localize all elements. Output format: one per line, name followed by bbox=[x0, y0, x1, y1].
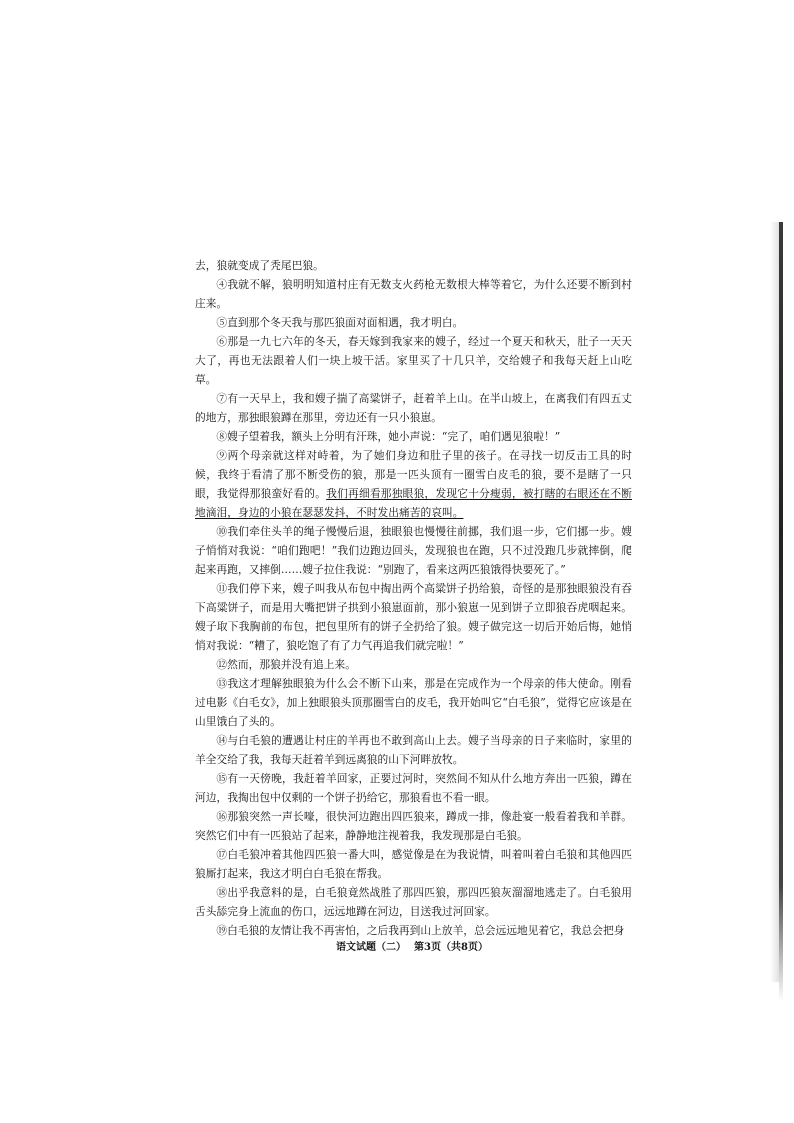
paragraph-text: ⑯那狼突然一声长嚎，很快河边跑出四匹狼来，蹲成一排，像赴宴一般看着我和羊群。突然它们中有一匹狼站了起来，静静地注视着我，我发现那是白毛狼。 bbox=[195, 810, 632, 842]
paragraph-text: ⑬我这才理解独眼狼为什么会不断下山来，那是在完成作为一个母亲的伟大使命。刚看过电影《白毛女》，加上独眼狼头顶那圈雪白的皮毛，我开始叫它“白毛狼”，觉得它应该是在山里饿白了头的。 bbox=[195, 677, 632, 728]
paragraph-text: ⑲白毛狼的友情让我不再害怕，之后我再到山上放羊，总会远远地见着它，我总会把身 bbox=[216, 924, 625, 937]
paragraph-16 bbox=[195, 807, 632, 845]
paragraph-text: ⑧嫂子望着我，额头上分明有汗珠，她小声说：“完了，咱们遇见狼啦！” bbox=[216, 430, 561, 443]
paragraph-10 bbox=[195, 522, 632, 579]
scan-shadow bbox=[770, 222, 779, 982]
paragraph-14 bbox=[195, 731, 632, 769]
paragraph-text: ⑪我们停下来，嫂子叫我从布包中掏出两个高粱饼子扔给狼，奇怪的是那独眼狼没有吞下高粱饼子，而是用大嘴把饼子拱到小狼崽面前，那小狼崽一见到饼子立即狼吞虎咽起来。嫂子取下我胸前的布包，把包里所有的饼子全扔给了狼。嫂子做完这一切后开始后悔，她悄悄对我说：“糟了，狼吃饱了有了力气再追我们就完啦！” bbox=[195, 582, 632, 652]
paragraph-text: ⑦有一天早上，我和嫂子揣了高粱饼子，赶着羊上山。在半山坡上，在离我们有四五丈的地方，那独眼狼蹲在那里，旁边还有一只小狼崽。 bbox=[195, 392, 632, 424]
paragraph-4 bbox=[195, 275, 632, 313]
paragraph-text: ⑥那是一九七六年的冬天，春天嫁到我家来的嫂子，经过一个夏天和秋天，肚子一天天大了，再也无法跟着人们一块上坡干活。家里买了十几只羊，交给嫂子和我每天赶上山吃草。 bbox=[195, 335, 632, 386]
paragraph-15 bbox=[195, 769, 632, 807]
paragraph-text: ⑮有一天傍晚，我赶着羊回家，正要过河时，突然间不知从什么地方奔出一匹狼，蹲在河边，我掏出包中仅剩的一个饼子扔给它，那狼看也不看一眼。 bbox=[195, 772, 632, 804]
paragraph-9 bbox=[195, 446, 632, 522]
paragraph-text: ④我就不解，狼明明知道村庄有无数支火药枪无数根大棒等着它，为什么还要不断到村庄来。 bbox=[195, 278, 632, 310]
paragraph-8 bbox=[195, 427, 632, 446]
paragraph-12 bbox=[195, 655, 632, 674]
paragraph-5 bbox=[195, 313, 632, 332]
carryover-line: 去，狼就变成了秃尾巴狼。 bbox=[195, 259, 324, 272]
paragraph-text: ⑰白毛狼冲着其他四匹狼一番大叫，感觉像是在为我说情，叫着叫着白毛狼和其他四匹狼厮打起来，我这才明白白毛狼在帮我。 bbox=[195, 848, 632, 880]
paragraph-11 bbox=[195, 579, 632, 655]
paragraph-18 bbox=[195, 883, 632, 921]
paragraph-text: ⑭与白毛狼的遭遇让村庄的羊再也不敢到高山上去。嫂子当母亲的日子来临时，家里的羊全交给了我，我每天赶着羊到远离狼的山下河畔放牧。 bbox=[195, 734, 632, 766]
paragraph-text: ⑩我们牵住头羊的绳子慢慢后退，独眼狼也慢慢往前挪，我们退一步，它们挪一步。嫂子悄悄对我说：“咱们跑吧！”我们边跑边回头，发现狼也在跑，只不过没跑几步就摔倒，爬起来再跑，又摔倒……嫂子拉住我说：“别跑了，看来这两匹狼饿得快要死了。” bbox=[195, 525, 632, 576]
paragraph-6 bbox=[195, 332, 632, 389]
scan-edge bbox=[779, 222, 783, 1002]
paragraph-13 bbox=[195, 674, 632, 731]
paragraph-text: ⑤直到那个冬天我与那匹狼面对面相遇，我才明白。 bbox=[216, 316, 464, 329]
reading-passage bbox=[195, 256, 632, 940]
page-footer bbox=[312, 940, 512, 956]
paragraph-text: ⑱出乎我意料的是，白毛狼竟然战胜了那四匹狼，那四匹狼灰溜溜地逃走了。白毛狼用舌头舔完身上流血的伤口，远远地蹲在河边，目送我过河回家。 bbox=[195, 886, 632, 918]
paragraph-7 bbox=[195, 389, 632, 427]
exam-subject: 语文试题（二） bbox=[336, 942, 407, 953]
page-number: 第3页（共8页） bbox=[414, 942, 488, 953]
paragraph-17 bbox=[195, 845, 632, 883]
paragraph-text: ⑨两个母亲就这样对峙着，为了她们身边和肚子里的孩子。在寻找一切反击工具的时候，我终于看清了那不断受伤的狼，那是一匹头顶有一圈雪白皮毛的狼，要不是瞎了一只眼，我觉得那狼蛮好看的。 bbox=[195, 449, 632, 500]
paragraph-19 bbox=[195, 921, 632, 940]
underlined-sentence: 我们再细看那独眼狼，发现它十分瘦弱，被打瞎的右眼还在不断地滴泪，身边的小狼在瑟瑟发抖，不时发出痛苦的哀叫。 bbox=[195, 487, 632, 519]
paragraph-text: ⑫然而，那狼并没有追上来。 bbox=[216, 658, 356, 671]
